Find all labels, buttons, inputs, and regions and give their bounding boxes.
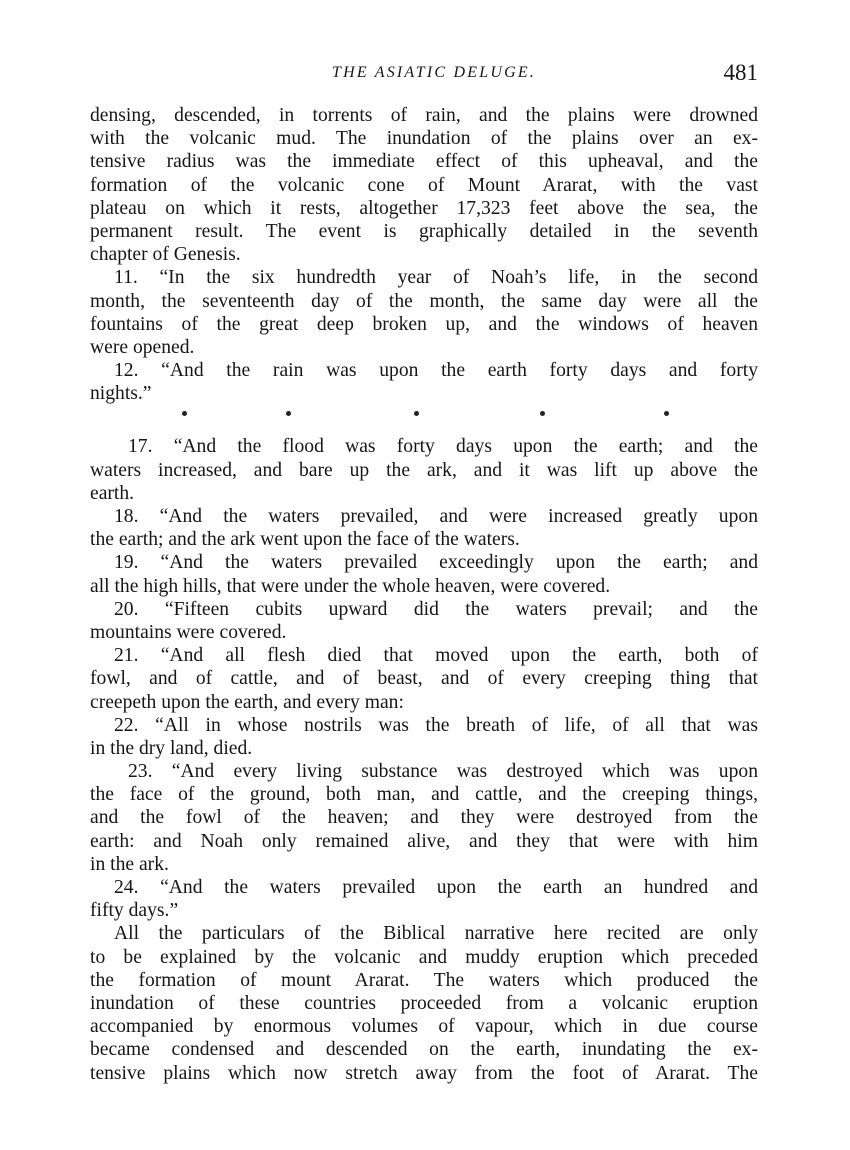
text-line: formation of the volcanic cone of Mount Ararat, with the vast: [90, 174, 758, 196]
verse-11-line: 11. “In the six hundredth year of Noah’s life, in the second: [114, 267, 758, 289]
text-line: waters increased, and bare up the ark, and it was lift up above the: [90, 459, 758, 481]
ellipsis-dot: [664, 411, 669, 416]
ellipsis-dot: [540, 411, 545, 416]
text-line: the face of the ground, both man, and cattle, and the creeping things,: [90, 784, 758, 806]
text-line: mountains were covered.: [90, 621, 287, 643]
text-line: earth: and Noah only remained alive, and they that were with him: [90, 830, 758, 852]
text-line: densing, descended, in torrents of rain, and the plains were drowned: [90, 105, 758, 126]
verse-20-line: 20. “Fifteen cubits upward did the waters prevail; and the: [114, 598, 758, 620]
text-line: with the volcanic mud. The inundation of the plains over an ex-: [90, 128, 758, 150]
ellipsis-dot: [182, 411, 187, 416]
verse-18-line: 18. “And the waters prevailed, and were increased greatly upon: [114, 506, 758, 527]
text-line: tensive radius was the immediate effect of this upheaval, and the: [90, 151, 758, 173]
page-number: 481: [723, 60, 758, 85]
text-line: fifty days.”: [90, 900, 179, 922]
text-line: the formation of mount Ararat. The waters which produced the: [90, 969, 758, 991]
text-line: permanent result. The event is graphically detailed in the seventh: [90, 220, 758, 242]
text-line: all the high hills, that were under the whole heaven, were covered.: [90, 575, 611, 597]
text-line: and the fowl of the heaven; and they were destroyed from the: [90, 807, 758, 829]
text-line: became condensed and descended on the earth, inundating the ex-: [90, 1039, 758, 1061]
verse-19-line: 19. “And the waters prevailed exceedingly upon the earth; and: [114, 552, 758, 574]
text-line: to be explained by the volcanic and muddy eruption which preceded: [90, 946, 758, 968]
text-line: fountains of the great deep broken up, and the windows of heaven: [90, 313, 758, 335]
text-line: creepeth upon the earth, and every man:: [90, 691, 404, 713]
text-line: nights.”: [90, 383, 152, 405]
text-line: were opened.: [90, 336, 195, 358]
omission-dots: [90, 405, 758, 435]
text-line: inundation of these countries proceeded from a volcanic eruption: [90, 992, 758, 1014]
text-line: tensive plains which now stretch away from the foot of Ararat. The: [90, 1062, 758, 1084]
text-line: accompanied by enormous volumes of vapour, which in due course: [90, 1016, 758, 1038]
body-text: [90, 104, 758, 1085]
verse-23-line: 23. “And every living substance was destroyed which was upon: [128, 761, 758, 783]
text-line: chapter of Genesis.: [90, 244, 241, 266]
verse-12-line: 12. “And the rain was upon the earth forty days and forty: [114, 360, 758, 382]
text-line: plateau on which it rests, altogether 17,323 feet above the sea, the: [90, 197, 758, 219]
paragraph-start-line: All the particulars of the Biblical narrative here recited are only: [114, 923, 758, 945]
text-line: the earth; and the ark went upon the face of the waters.: [90, 529, 520, 551]
verse-24-line: 24. “And the waters prevailed upon the earth an hundred and: [114, 877, 758, 898]
text-line: month, the seventeenth day of the month, the same day were all the: [90, 290, 758, 312]
verse-21-line: 21. “And all flesh died that moved upon the earth, both of: [114, 645, 758, 667]
verse-17-line: 17. “And the flood was forty days upon the earth; and the: [128, 436, 758, 458]
text-line: fowl, and of cattle, and of beast, and of every creeping thing that: [90, 668, 758, 690]
verse-22-line: 22. “All in whose nostrils was the breath of life, of all that was: [114, 714, 758, 736]
ellipsis-dot: [286, 411, 291, 416]
text-line: earth.: [90, 482, 135, 504]
ellipsis-dot: [414, 411, 419, 416]
page-header: [90, 60, 758, 88]
running-title: THE ASIATIC DELUGE.: [331, 64, 537, 81]
text-line: in the dry land, died.: [90, 737, 253, 759]
text-line: in the ark.: [90, 853, 169, 875]
